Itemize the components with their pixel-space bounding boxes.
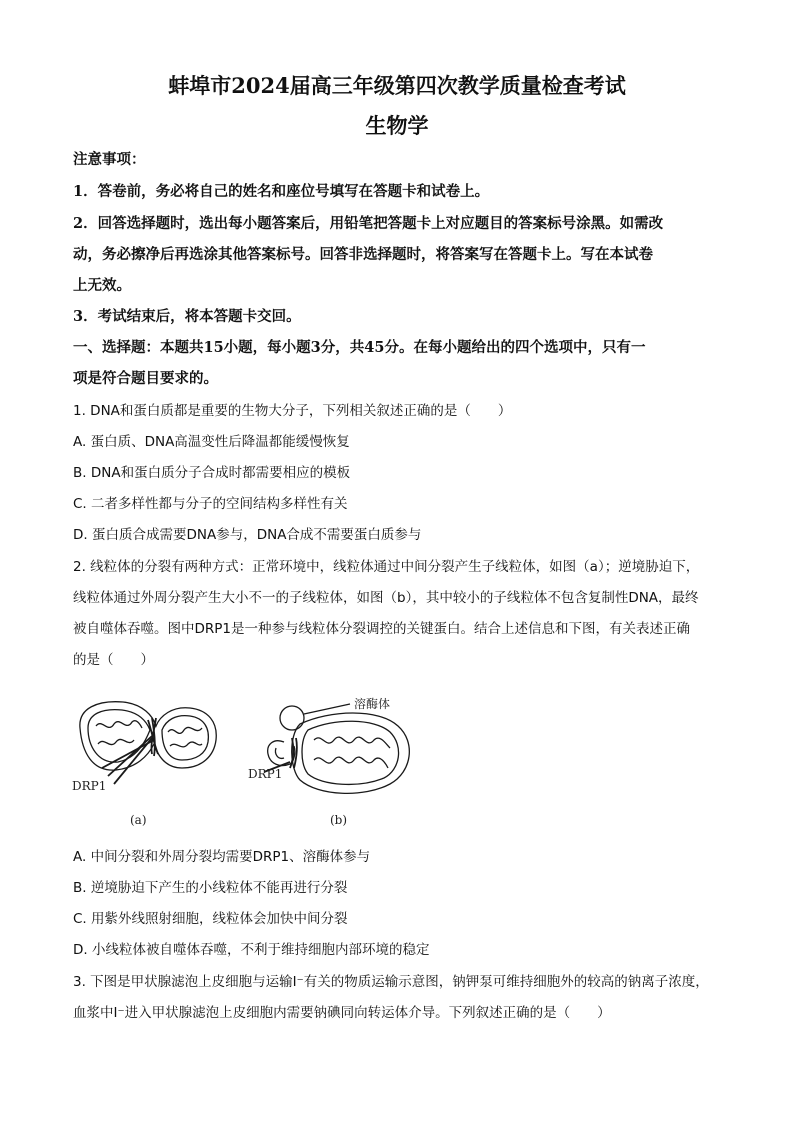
figure-caption-a: (a) [130, 813, 147, 827]
q1-option-a: A. 蛋白质、DNA高温变性后降温都能缓慢恢复 [73, 434, 350, 450]
section-heading: 一、选择题：本题共15小题，每小题3分，共45分。在每小题给出的四个选项中，只有一 [73, 339, 646, 356]
exam-title: 蚌埠市2024届高三年级第四次教学质量检查考试 [168, 73, 626, 98]
drp1-label-a: DRP1 [72, 779, 107, 793]
notice-item-3: 3．考试结束后，将本答题卡交回。 [73, 308, 301, 325]
notice-item-2: 2．回答选择题时，选出每小题答案后，用铅笔把答题卡上对应题目的答案标号涂黑。如需改 [73, 215, 664, 232]
q1-stem: 1. DNA和蛋白质都是重要的生物大分子，下列相关叙述正确的是（ ） [73, 403, 512, 419]
q2-option-b: B. 逆境胁迫下产生的小线粒体不能再进行分裂 [73, 880, 348, 896]
q2-stem-1: 2. 线粒体的分裂有两种方式：正常环境中，线粒体通过中间分裂产生子线粒体，如图（a）；逆境胁迫下， [73, 559, 700, 575]
q1-option-c: C. 二者多样性都与分子的空间结构多样性有关 [73, 496, 348, 512]
q1-option-b: B. DNA和蛋白质分子合成时都需要相应的模板 [73, 465, 351, 481]
q3-stem-2: 血浆中I⁻进入甲状腺滤泡上皮细胞内需要钠碘同向转运体介导。下列叙述正确的是（ ） [73, 1005, 611, 1021]
mitochondrion-a [80, 702, 216, 770]
notice-item-2-cont: 动，务必擦净后再选涂其他答案标号。回答非选择题时，将答案写在答题卡上。写在本试卷 [73, 246, 653, 263]
notice-item-1: 1．答卷前，务必将自己的姓名和座位号填写在答题卡和试卷上。 [73, 183, 490, 200]
q1-option-d: D. 蛋白质合成需要DNA参与，DNA合成不需要蛋白质参与 [73, 527, 422, 543]
q3-stem-1: 3. 下图是甲状腺滤泡上皮细胞与运输I⁻有关的物质运输示意图，钠钾泵可维持细胞外的较高的钠离子浓度， [73, 974, 709, 990]
q2-stem-3: 被自噬体吞噬。图中DRP1是一种参与线粒体分裂调控的关键蛋白。结合上述信息和下图，有关表述正确 [73, 621, 691, 637]
lysosome-b [280, 704, 350, 730]
q2-stem-4: 的是（ ） [73, 652, 154, 668]
figure-caption-b: (b) [330, 813, 348, 827]
drp1-label-b: DRP1 [248, 767, 283, 781]
q2-option-d: D. 小线粒体被自噬体吞噬，不利于维持细胞内部环境的稳定 [73, 942, 430, 958]
notice-heading: 注意事项： [73, 151, 146, 168]
lysosome-label: 溶酶体 [354, 697, 391, 711]
subject-title: 生物学 [365, 113, 429, 138]
notice-item-2-end: 上无效。 [73, 277, 131, 294]
mitochondrion-b [268, 713, 410, 793]
q2-option-a: A. 中间分裂和外周分裂均需要DRP1、溶酶体参与 [73, 849, 371, 865]
section-heading-cont: 项是符合题目要求的。 [73, 370, 218, 387]
mitochondria-division-figure [68, 688, 428, 834]
q2-stem-2: 线粒体通过外周分裂产生大小不一的子线粒体，如图（b），其中较小的子线粒体不包含复制性DNA，最终 [73, 590, 699, 606]
q2-option-c: C. 用紫外线照射细胞，线粒体会加快中间分裂 [73, 911, 348, 927]
